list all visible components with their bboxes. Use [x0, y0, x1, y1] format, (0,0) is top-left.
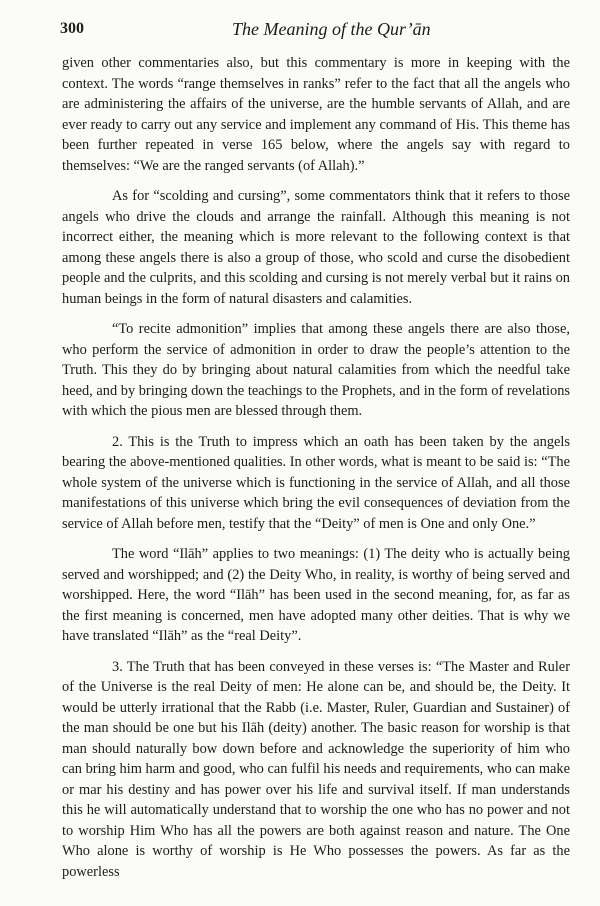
paragraph: 3. The Truth that has been conveyed in these verses is: “The Master and Ruler of the Universe is the real Deity of men: He alone can be, and should be, the Deity. It would be utterly irrational that the Rabb (i.e. Master, Ruler, Guardian and Sustainer) of the man should be one but his Ilāh (deity) another. The basic reason for worship is that man should naturally bow down before and acknowledge the superiority of him who can bring him harm and good, who can fulfil his needs and requirements, who can make or mar his destiny and has power over his life and survival itself. If man understands this he will automatically understand that to worship the one who has no power and not to worship Him Who has all the powers are both against reason and nature. The One Who alone is worthy of worship is He Who possesses the powers. As far as the powerless [62, 658, 570, 880]
running-head [60, 20, 572, 42]
paragraph: “To recite admonition” implies that among these angels there are also those, who perform the service of admonition in order to draw the people’s attention to the Truth. This they do by bringing about natural calamities from which the needful take heed, and by bringing down the teachings to the Prophets, and in the form of revelations with which the pious men are blessed through them. [62, 321, 570, 419]
page-number: 300 [60, 20, 84, 37]
body-text [62, 53, 570, 892]
running-head-title: The Meaning of the Qur’ān [232, 19, 431, 39]
paragraph: 2. This is the Truth to impress which an oath has been taken by the angels bearing the above-mentioned qualities. In other words, what is meant to be said is: “The whole system of the universe which is functioning in the service of Allah, and all those manifestations of this universe which bring the evil consequences of deviation from the service of Allah before men, testify that the “Deity” of men is One and only One.” [62, 433, 570, 532]
paragraph: As for “scolding and cursing”, some commentators think that it refers to those angels who drive the clouds and arrange the rainfall. Although this meaning is not incorrect either, the meaning which is more relevant to the following context is that among these angels there is also a group of those, who scold and curse the disobedient people and the culprits, and this scolding and cursing is not merely verbal but it rains on human beings in the form of natural disasters and calamities. [62, 188, 570, 307]
paragraph: given other commentaries also, but this commentary is more in keeping with the context. The words “range themselves in ranks” refer to the fact that all the angels who are administering the affairs of the universe, are the humble servants of Allah, and are ever ready to carry out any service and implement any command of His. This theme has been further repeated in verse 165 below, where the angels say with regard to themselves: “We are the ranged servants (of Allah).” [62, 55, 570, 174]
paragraph: The word “Ilāh” applies to two meanings: (1) The deity who is actually being served and worshipped; and (2) the Deity Who, in reality, is worthy of being served and worshipped. Here, the word “Ilāh” has been used in the second meaning, for, as far as the first meaning is concerned, men have adopted many other deities. That is why we have translated “Ilāh” as the “real Deity”. [62, 546, 570, 644]
